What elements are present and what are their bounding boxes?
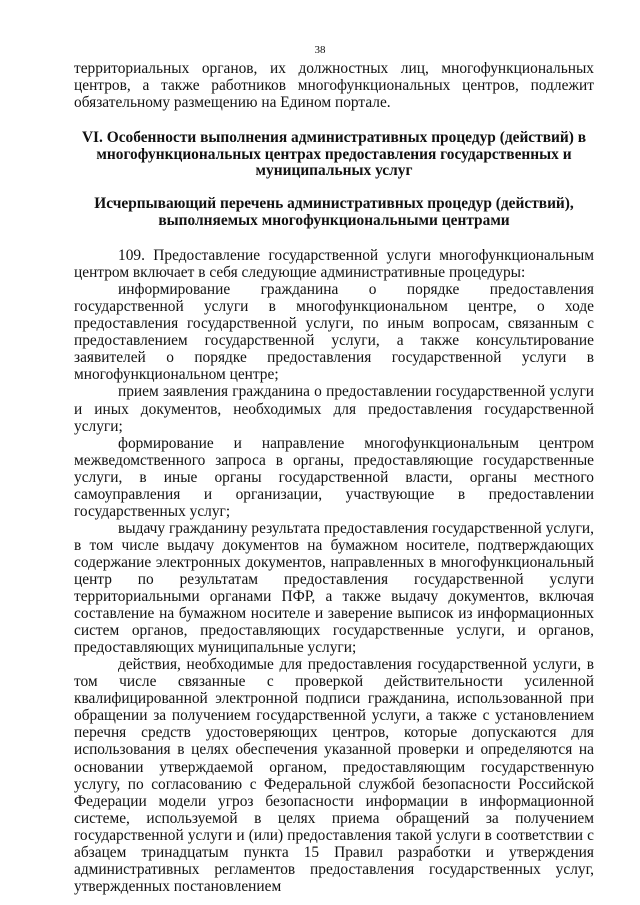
page-body (74, 60, 594, 895)
paragraph-109: 109. Предоставление государственной услуги многофункциональным центром включает в себя следующие административные процедуры: (74, 247, 594, 282)
list-item-informing: информирование гражданина о порядке предоставления государственной услуги в многофункциональном центре, о ходе предоставления государственной услуги, по иным вопросам, связанным с предоставлением государственной услуги, а также консультирование заявителей о порядке предоставления государственной услуги в многофункциональном центре; (74, 281, 594, 384)
section-heading: VI. Особенности выполнения административных процедур (действий) в многофункциональных центрах предоставления государственных и муниципальных услуг (81, 129, 587, 180)
list-item-issuance: выдачу гражданину результата предоставления государственной услуги, в том числе выдачу документов на бумажном носителе, подтверждающих содержание электронных документов, направленных в многофункциональный центр по результатам предоставления государственной услуги территориальными органами ПФР, а также выдачу документов, включая составление на бумажном носителе и заверение выписок из информационных систем органов, предоставляющих государственные услуги, и органов, предоставляющих муниципальные услуги; (74, 519, 594, 657)
list-item-request: формирование и направление многофункциональным центром межведомственного запроса в органы, предоставляющие государственные услуги, в иные органы государственной власти, органы местного самоуправления и организации, участвующие в предоставлении государственных услуг; (74, 434, 594, 520)
list-item-reception: прием заявления гражданина о предоставлении государственной услуги и иных документов, необходимых для предоставления государственной услуги; (74, 383, 594, 435)
paragraph-continuation: территориальных органов, их должностных лиц, многофункциональных центров, а также работников многофункциональных центров, подлежит обязательному размещению на Едином портале. (74, 60, 594, 112)
list-item-actions: действия, необходимые для предоставления государственной услуги, в том числе связанные с проверкой действительности усиленной квалифицированной электронной подписи гражданина, использованной при обращении за получением государственной услуги, а также с установлением перечня средств удостоверяющих центров, которые допускаются для использования в целях обеспечения указанной проверки и определяются на основании утверждаемой органом, предоставляющим государственную услугу, по согласованию с Федеральной службой безопасности Российской Федерации модели угроз безопасности информации в информационной системе, используемой в целях приема обращений за получением государственной услуги и (или) предоставления такой услуги в соответствии с абзацем тринадцатым пункта 15 Правил разработки и утверждения административных регламентов предоставления государственных услуг, утвержденных постановлением (74, 656, 594, 895)
page-number: 38 (314, 44, 326, 56)
subsection-heading: Исчерпывающий перечень административных процедур (действий), выполняемых многофункциональными центрами (94, 194, 574, 229)
